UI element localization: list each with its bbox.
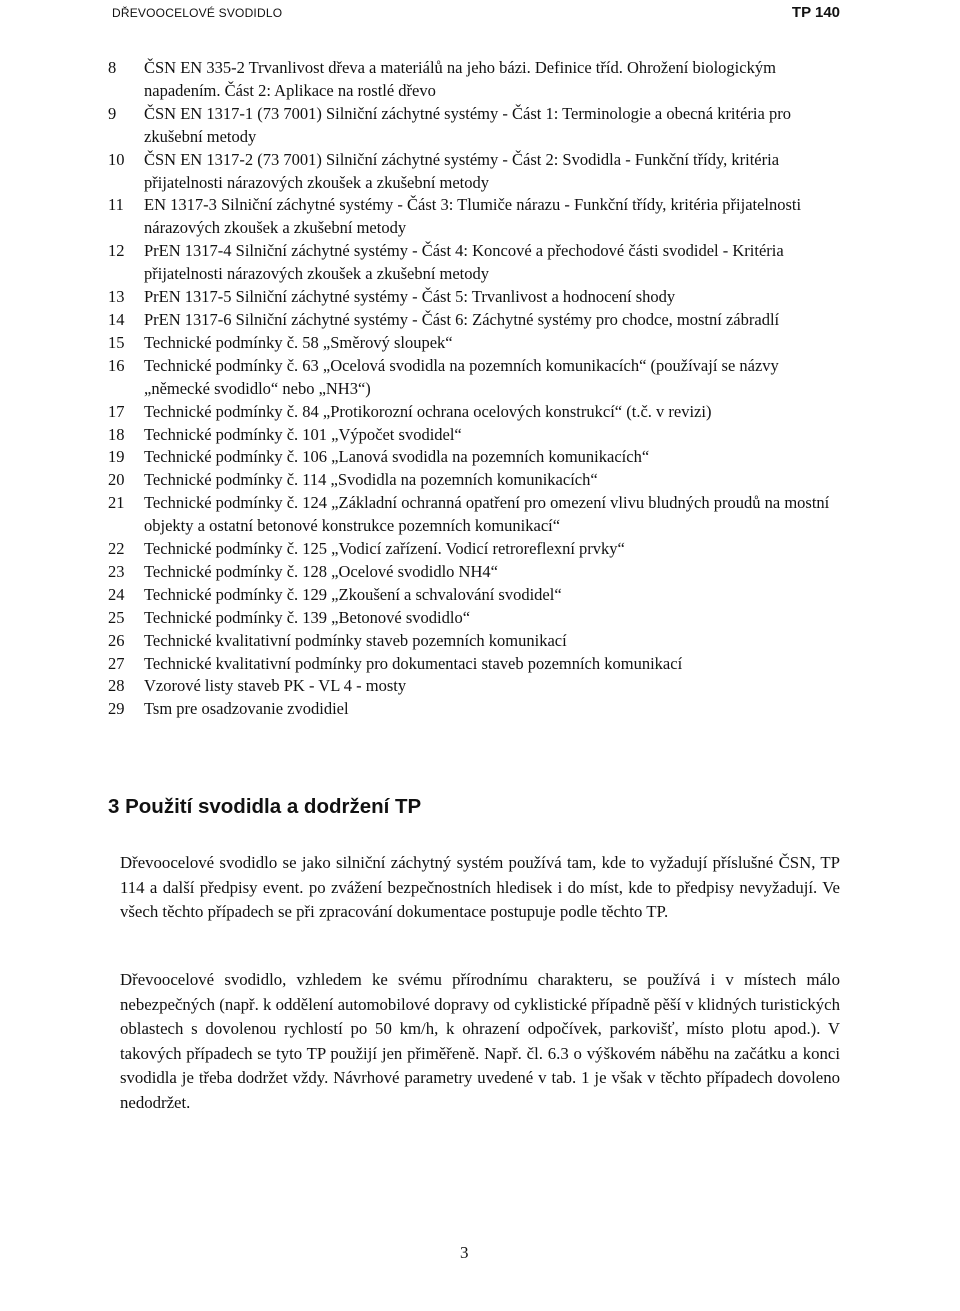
reference-text: Technické kvalitativní podmínky pro dokumentaci staveb pozemních komunikací xyxy=(144,653,683,673)
reference-item xyxy=(108,446,848,469)
reference-text: Vzorové listy staveb PK - VL 4 - mosty xyxy=(144,676,407,696)
reference-item xyxy=(108,309,848,332)
reference-number: 26 xyxy=(108,630,125,650)
reference-text: Technické podmínky č. 139 „Betonové svodidlo“ xyxy=(144,607,471,627)
reference-number: 10 xyxy=(108,149,125,169)
reference-item xyxy=(108,538,848,561)
document-title: DŘEVOOCELOVÉ SVODIDLO xyxy=(112,6,283,20)
document-code: TP 140 xyxy=(791,4,840,21)
reference-number: 28 xyxy=(108,676,125,696)
reference-number: 29 xyxy=(108,699,125,719)
reference-number: 21 xyxy=(108,493,125,513)
reference-item xyxy=(108,149,848,195)
reference-item xyxy=(108,57,848,103)
reference-text: PrEN 1317-5 Silniční záchytné systémy - Část 5: Trvanlivost a hodnocení shody xyxy=(144,287,676,307)
section-heading: 3 Použití svodidla a dodržení TP xyxy=(108,795,422,818)
reference-text: Technické podmínky č. 101 „Výpočet svodidel“ xyxy=(144,424,462,444)
reference-item xyxy=(108,355,848,401)
reference-number: 25 xyxy=(108,607,125,627)
reference-number: 22 xyxy=(108,539,125,559)
reference-text: ČSN EN 1317-1 (73 7001) Silniční záchytné systémy - Část 1: Terminologie a obecná kritéria pro zkušební metody xyxy=(144,103,791,146)
reference-item xyxy=(108,103,848,149)
reference-item xyxy=(108,424,848,447)
reference-text: Technické podmínky č. 63 „Ocelová svodidla na pozemních komunikacích“ (používají se názvy „německé svodidlo“ nebo „NH3“) xyxy=(144,355,779,398)
reference-text: ČSN EN 1317-2 (73 7001) Silniční záchytné systémy - Část 2: Svodidla - Funkční třídy, kritéria přijatelnosti nárazových zkoušek a zkušební metody xyxy=(144,149,780,192)
reference-text: Technické podmínky č. 58 „Směrový sloupek“ xyxy=(144,332,453,352)
section-paragraph: Dřevoocelové svodidlo, vzhledem ke svému přírodnímu charakteru, se používá i v místech málo nebezpečných (např. k oddělení automobilové dopravy od cyklistické případně pěší v klidných turistických oblastech s dovolenou rychlostí po 50 km/h, k ohrazení odpočívek, parkovišť, místo plotu apod.). V takových případech se tyto TP použijí jen přiměřeně. Např. čl. 6.3 o výškovém náběhu na začátku a konci svodidla je třeba dodržet vždy. Návrhové parametry uvedené v tab. 1 je však v těchto případech dovoleno nedodržet. xyxy=(120,970,840,1112)
reference-text: Technické podmínky č. 106 „Lanová svodidla na pozemních komunikacích“ xyxy=(144,447,650,467)
reference-text: Technické podmínky č. 124 „Základní ochranná opatření pro omezení vlivu bludných proudů na mostní objekty a ostatní betonové konstrukce pozemních komunikací“ xyxy=(144,493,830,536)
reference-text: Tsm pre osadzovanie zvodidiel xyxy=(144,699,349,719)
reference-number: 19 xyxy=(108,447,125,467)
reference-text: Technické podmínky č. 129 „Zkoušení a schvalování svodidel“ xyxy=(144,584,562,604)
reference-number: 20 xyxy=(108,470,125,490)
reference-number: 24 xyxy=(108,584,125,604)
reference-number: 17 xyxy=(108,401,125,421)
reference-text: Technické podmínky č. 84 „Protikorozní ochrana ocelových konstrukcí“ (t.č. v revizi) xyxy=(144,401,712,421)
reference-text: PrEN 1317-6 Silniční záchytné systémy - Část 6: Záchytné systémy pro chodce, mostní zábradlí xyxy=(144,309,780,329)
reference-item xyxy=(108,584,848,607)
reference-number: 16 xyxy=(108,355,125,375)
reference-number: 12 xyxy=(108,241,125,261)
page-header xyxy=(0,0,960,30)
reference-item xyxy=(108,675,848,698)
reference-number: 13 xyxy=(108,287,125,307)
reference-text: Technické podmínky č. 125 „Vodicí zařízení. Vodicí retroreflexní prvky“ xyxy=(144,539,625,559)
reference-item xyxy=(108,653,848,676)
reference-text: Technické podmínky č. 114 „Svodidla na pozemních komunikacích“ xyxy=(144,470,598,490)
reference-number: 11 xyxy=(108,195,124,215)
reference-number: 14 xyxy=(108,309,125,329)
reference-item xyxy=(108,194,848,240)
reference-text: EN 1317-3 Silniční záchytné systémy - Část 3: Tlumiče nárazu - Funkční třídy, kritéria přijatelnosti nárazových zkoušek a zkušební metody xyxy=(144,195,802,238)
page-number: 3 xyxy=(460,1243,469,1262)
reference-text: Technické podmínky č. 128 „Ocelové svodidlo NH4“ xyxy=(144,561,498,581)
reference-text: ČSN EN 335-2 Trvanlivost dřeva a materiálů na jeho bázi. Definice tříd. Ohrožení biologickým napadením. Část 2: Aplikace na rostlé dřevo xyxy=(144,58,776,100)
section-paragraph: Dřevoocelové svodidlo se jako silniční záchytný systém používá tam, kde to vyžadují příslušné ČSN, TP 114 a další předpisy event. po zvážení bezpečnostních hledisek i do míst, kde to předpisy nevyžadují. Ve všech těchto případech se při zpracování dokumentace postupuje podle těchto TP. xyxy=(120,853,840,922)
reference-number: 27 xyxy=(108,653,125,673)
reference-number: 8 xyxy=(108,58,117,77)
reference-item xyxy=(108,332,848,355)
reference-item xyxy=(108,492,848,538)
reference-item xyxy=(108,698,848,721)
reference-item xyxy=(108,561,848,584)
reference-number: 23 xyxy=(108,561,125,581)
reference-number: 9 xyxy=(108,103,117,123)
reference-item xyxy=(108,240,848,286)
reference-number: 18 xyxy=(108,424,125,444)
reference-item xyxy=(108,469,848,492)
reference-list xyxy=(108,57,848,721)
reference-text: PrEN 1317-4 Silniční záchytné systémy - Část 4: Koncové a přechodové části svodidel - Kritéria přijatelnosti nárazových zkoušek a zkušební metody xyxy=(144,241,784,284)
reference-item xyxy=(108,286,848,309)
reference-item xyxy=(108,607,848,630)
reference-number: 15 xyxy=(108,332,125,352)
reference-item xyxy=(108,630,848,653)
reference-item xyxy=(108,401,848,424)
reference-text: Technické kvalitativní podmínky staveb pozemních komunikací xyxy=(144,630,567,650)
